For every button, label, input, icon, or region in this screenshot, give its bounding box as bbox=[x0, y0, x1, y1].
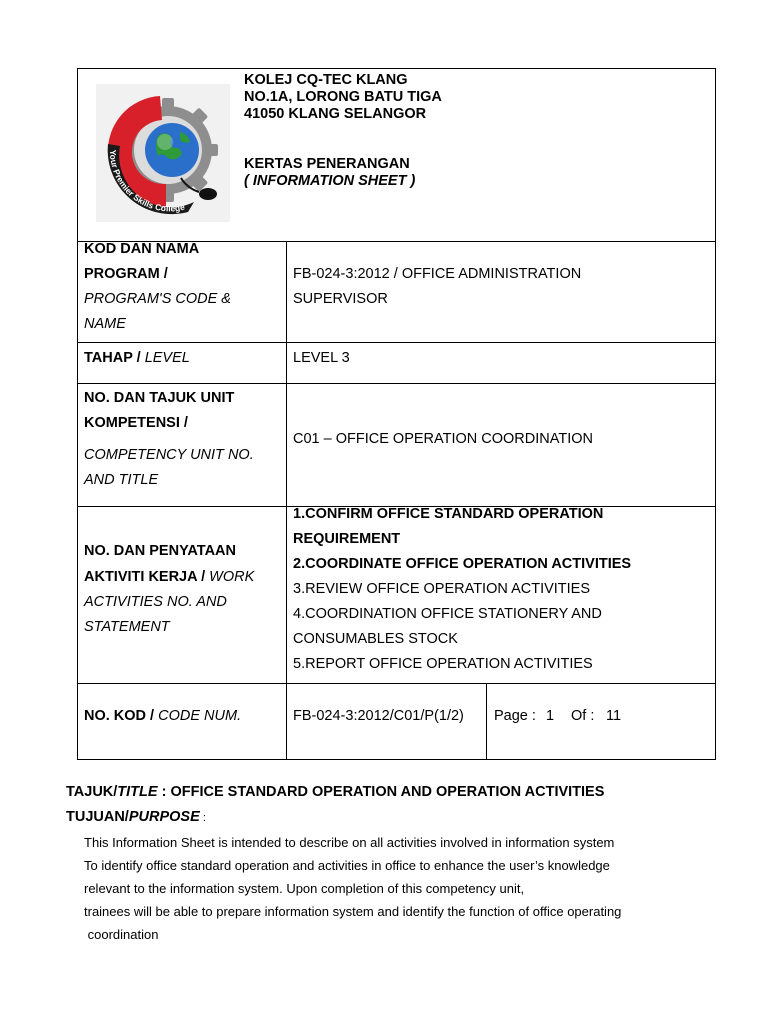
purpose-paragraph-line: To identify office standard operation and activities in office to enhance the user’s knowledge bbox=[84, 858, 610, 873]
activity-item: 4.COORDINATION OFFICE STATIONERY AND bbox=[293, 606, 602, 622]
page-number: 1 bbox=[546, 708, 555, 724]
college-name: KOLEJ CQ-TEC KLANG bbox=[244, 72, 408, 88]
title-text: : OFFICE STANDARD OPERATION AND OPERATION ACTIVITIES bbox=[157, 784, 605, 800]
activities-label-1: NO. DAN PENYATAAN bbox=[84, 543, 236, 559]
row-divider bbox=[77, 383, 716, 384]
row-divider bbox=[77, 683, 716, 684]
program-value-1: FB-024-3:2012 / OFFICE ADMINISTRATION bbox=[293, 266, 582, 282]
college-logo bbox=[96, 84, 230, 222]
logo-ring-text: Your Premier Skills College bbox=[107, 149, 186, 214]
table-border-left bbox=[77, 68, 78, 760]
table-border-top bbox=[77, 68, 716, 69]
unit-value: C01 – OFFICE OPERATION COORDINATION bbox=[293, 431, 593, 447]
page-label: Page : bbox=[494, 708, 536, 724]
purpose-paragraph-line: relevant to the information system. Upon completion of this competency unit, bbox=[84, 881, 525, 896]
program-label-3: PROGRAM'S CODE & bbox=[84, 291, 231, 307]
activity-item: 3.REVIEW OFFICE OPERATION ACTIVITIES bbox=[293, 581, 591, 597]
program-label-4: NAME bbox=[84, 316, 126, 332]
level-label bbox=[84, 346, 190, 371]
level-value: LEVEL 3 bbox=[293, 350, 350, 366]
code-value: FB-024-3:2012/C01/P(1/2) bbox=[293, 708, 464, 724]
unit-label-2: KOMPETENSI / bbox=[84, 415, 188, 431]
document-type-english: ( INFORMATION SHEET ) bbox=[244, 173, 416, 189]
title-line bbox=[66, 780, 604, 805]
purpose-line bbox=[66, 805, 206, 831]
activity-item: CONSUMABLES STOCK bbox=[293, 631, 458, 647]
code-label bbox=[84, 704, 241, 729]
column-divider bbox=[286, 241, 287, 760]
program-label-2: PROGRAM / bbox=[84, 266, 168, 282]
program-value-2: SUPERVISOR bbox=[293, 291, 388, 307]
purpose-paragraph-line: This Information Sheet is intended to describe on all activities involved in information system bbox=[84, 835, 615, 850]
activity-item: REQUIREMENT bbox=[293, 531, 401, 547]
code-label-italic: CODE NUM. bbox=[154, 708, 242, 724]
unit-label-1: NO. DAN TAJUK UNIT bbox=[84, 390, 235, 406]
svg-text:Your Premier Skills College bbox=[108, 150, 186, 214]
purpose-italic: PURPOSE bbox=[128, 809, 200, 825]
of-label: Of : bbox=[571, 708, 595, 724]
column-divider-page bbox=[486, 683, 487, 760]
activity-item: 1.CONFIRM OFFICE STANDARD OPERATION bbox=[293, 506, 604, 522]
page-total: 11 bbox=[606, 708, 622, 724]
code-label-bold: NO. KOD / bbox=[84, 708, 155, 724]
activities-label-2-italic: WORK bbox=[205, 569, 255, 585]
address-line-1: NO.1A, LORONG BATU TIGA bbox=[244, 89, 442, 105]
purpose-paragraph-line: coordination bbox=[84, 927, 159, 942]
purpose-colon: : bbox=[199, 812, 206, 824]
activities-label-2 bbox=[84, 565, 254, 590]
activities-label-4: STATEMENT bbox=[84, 619, 170, 635]
title-prefix: TAJUK/ bbox=[66, 784, 118, 800]
table-border-bottom bbox=[77, 759, 716, 760]
activities-label-2-bold: AKTIVITI KERJA / bbox=[84, 569, 206, 585]
unit-label-3: COMPETENCY UNIT NO. bbox=[84, 447, 254, 463]
activity-item: 5.REPORT OFFICE OPERATION ACTIVITIES bbox=[293, 656, 593, 672]
title-italic: TITLE bbox=[117, 784, 158, 800]
level-label-italic: LEVEL bbox=[140, 350, 190, 366]
purpose-paragraph-line: trainees will be able to prepare information system and identify the function of office operating bbox=[84, 904, 622, 919]
document-type: KERTAS PENERANGAN bbox=[244, 156, 410, 172]
table-border-right bbox=[715, 68, 716, 760]
row-divider bbox=[77, 342, 716, 343]
level-label-bold: TAHAP / bbox=[84, 350, 141, 366]
program-label-1: KOD DAN NAMA bbox=[84, 241, 200, 257]
purpose-prefix: TUJUAN/ bbox=[66, 809, 129, 825]
activity-item: 2.COORDINATE OFFICE OPERATION ACTIVITIES bbox=[293, 556, 632, 572]
address-line-2: 41050 KLANG SELANGOR bbox=[244, 106, 427, 122]
unit-label-4: AND TITLE bbox=[84, 472, 159, 488]
activities-label-3: ACTIVITIES NO. AND bbox=[84, 594, 227, 610]
logo-ring-text-graphic bbox=[96, 84, 230, 222]
